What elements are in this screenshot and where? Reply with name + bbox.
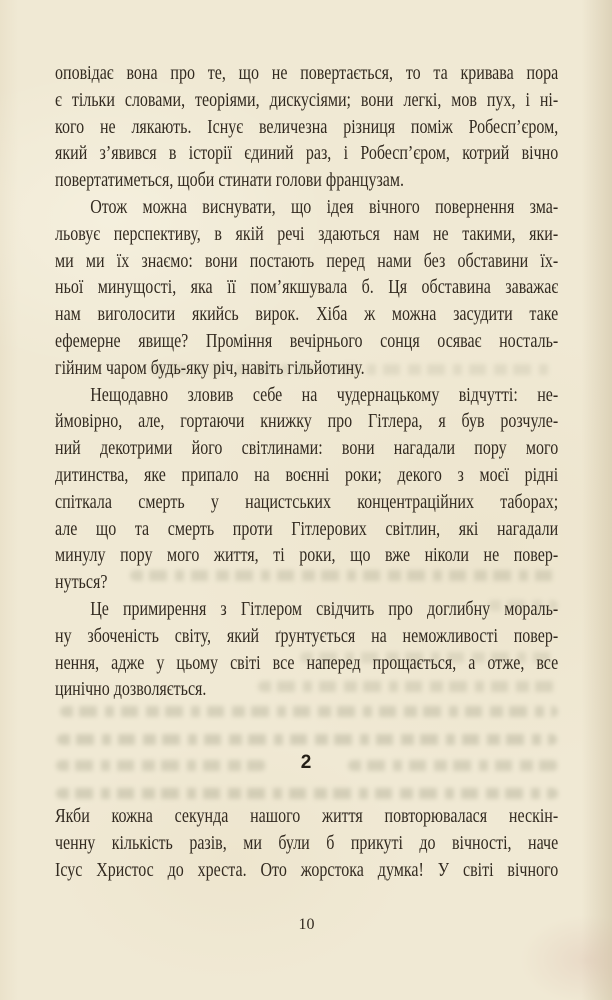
bleedthrough-text xyxy=(60,706,558,717)
text-line: цинічно дозволяється. xyxy=(55,678,207,701)
text-line: спіткала смерть у нацистських концентраційних таборах; xyxy=(55,490,559,513)
text-line: оповідає вона про те, що не повертається, то та кривава пора xyxy=(55,62,559,84)
text-line: ний декотрими його світлинами: вони нагадали пору мого xyxy=(55,437,559,460)
text-line: нення, адже у цьому світі все наперед прощається, а отже, все xyxy=(55,651,559,674)
text-line: ефемерне явище? Проміння вечірнього сонця осяває носталь- xyxy=(55,329,559,352)
text-line: Якби кожна секунда нашого життя повторювалася нескін- xyxy=(55,805,559,827)
text-line: ченну кількість разів, ми були б прикуті до вічності, наче xyxy=(55,831,559,854)
paragraph xyxy=(55,382,558,596)
text-line: який з’явився в історії єдиний раз, і Робесп’єром, котрий вічно xyxy=(55,142,559,165)
text-line: Це примирення з Гітлером свідчить про доглибну мораль- xyxy=(90,597,559,620)
paragraph xyxy=(55,596,558,703)
text-line: нуться? xyxy=(55,571,108,594)
bleedthrough-text xyxy=(57,734,557,745)
text-line: Ісус Христос до хреста. Ото жорстока думка! У світі вічного xyxy=(55,858,559,881)
text-line: але що та смерть проти Гітлерових світлин, які нагадали xyxy=(55,517,559,540)
text-line: Нещодавно зловив себе на чудернацькому відчутті: не- xyxy=(90,383,559,406)
section-number: 2 xyxy=(300,752,313,773)
text-line: є тільки словами, теоріями, дискусіями; вони легкі, мов пух, і ні- xyxy=(55,88,559,111)
text-line: кого не лякають. Існує величезна різниця поміж Робесп’єром, xyxy=(55,115,559,138)
body-text-block-after-heading xyxy=(55,803,558,883)
text-line: минулу пору мого життя, ті роки, що вже ніколи не повер- xyxy=(55,544,559,567)
paragraph xyxy=(55,60,558,194)
bleedthrough-text xyxy=(56,788,558,799)
text-line: ньої минущості, яка її пом’якшувала б. Ця обставина заважає xyxy=(55,276,559,299)
text-line: нам виголосити якийсь вирок. Хіба ж можна засудити таке xyxy=(55,303,559,326)
text-line: дитинства, яке припало на воєнні роки; декого з моєї рідні xyxy=(55,463,559,486)
text-line: льовує перспективу, в якій речі здаються нам не такими, яки- xyxy=(55,222,559,245)
body-text-block xyxy=(55,60,558,703)
text-line: ймовірно, але, гортаючи книжку про Гітлера, я був розчуле- xyxy=(55,410,559,433)
paragraph xyxy=(55,803,558,883)
page-number: 10 xyxy=(298,916,315,933)
text-line: Отож можна виснувати, що ідея вічного повернення зма- xyxy=(90,195,559,218)
paragraph xyxy=(55,194,558,382)
text-line: ми ми їх знаємо: вони постають перед нами без обставини їх- xyxy=(55,249,559,272)
text-line: гійним чаром будь-яку річ, навіть гільйотину. xyxy=(55,356,365,379)
text-line: повертатиметься, щоби стинати голови французам. xyxy=(55,169,404,192)
text-line: ну збоченість світу, який ґрунтується на неможливості повер- xyxy=(55,624,559,647)
